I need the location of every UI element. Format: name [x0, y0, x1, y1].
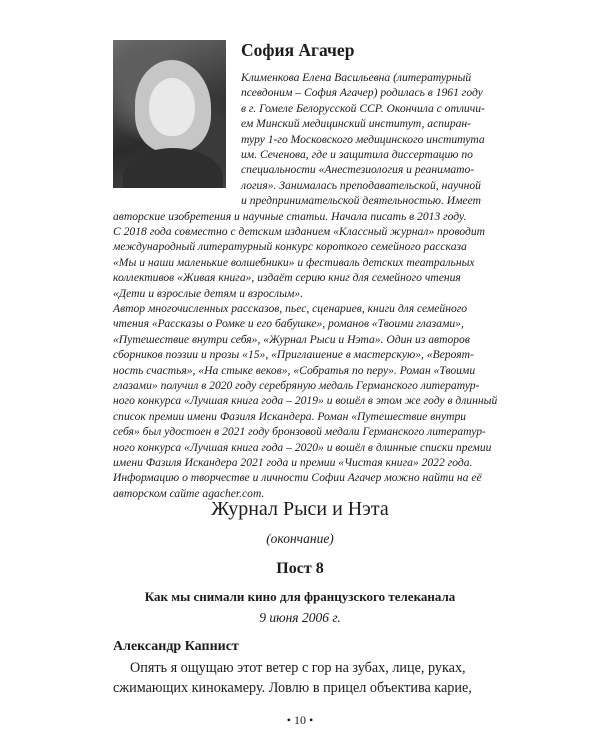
bio-line: международный литературный конкурс короткого семейного рассказа: [113, 240, 467, 254]
body-line: Опять я ощущаю этот ветер с гор на зубах, лице, руках,: [130, 660, 466, 676]
bio-line: «Дети и взрослые детям и взрослым».: [113, 286, 304, 300]
speaker-name: Александр Капнист: [113, 639, 239, 654]
author-photo: [113, 40, 226, 188]
bio-line: «Мы и наши маленькие волшебники» и фестиваль детских театральных: [113, 255, 475, 269]
bio-line: имени Фазиля Искандера 2021 года и премии «Чистая книга» 2022 года.: [113, 456, 473, 469]
author-name: София Агачер: [241, 40, 355, 60]
bio-line: ем Минский медицинский институт, аспиран-: [241, 117, 472, 131]
bio-line: и предпринимательской деятельностью. Имеет: [241, 194, 482, 208]
bio-line: Клименкова Елена Васильевна (литературный: [241, 71, 472, 84]
bio-line: специальности «Анестезиология и реанимато-: [241, 163, 475, 177]
photo-face: [149, 78, 195, 136]
bio-line: логия». Занималась преподавательской, научной: [241, 178, 481, 192]
photo-clothing: [123, 148, 223, 188]
post-number: Пост 8: [276, 560, 324, 577]
page-number: • 10 •: [286, 713, 314, 727]
bio-line: им. Сеченова, где и защитила диссертацию по: [241, 148, 473, 161]
bio-line: туру 1-го Московского медицинского института: [241, 132, 485, 146]
bio-line: глазами» получил в 2020 году серебряную медаль Германского литератур-: [113, 379, 480, 392]
bio-line: псевдоним – София Агачер) родилась в 1961 году: [241, 86, 483, 100]
bio-line: себя» был удостоен в 2021 году бронзовой медали Германского литератур-: [113, 425, 486, 439]
bio-line: сборников поэзии и прозы «15», «Приглашение в мастерскую», «Вероят-: [113, 348, 474, 362]
bio-line: чтения «Рассказы о Ромке и его бабушке», романов «Твоими глазами»,: [113, 317, 464, 331]
bio-line: «Путешествие внутри себя», «Журнал Рыси и Нэта». Один из авторов: [113, 332, 470, 346]
bio-line: ного конкурса «Лучшая книга года – 2019» и вошёл в этом же году в длинный: [113, 394, 498, 408]
body-line: сжимающих кинокамеру. Ловлю в прицел объектива карие,: [113, 680, 472, 696]
bio-line: ного конкурса «Лучшая книга года – 2020» и вошёл в длинные списки премии: [113, 440, 492, 454]
bio-line: Автор многочисленных рассказов, пьес, сценариев, книги для семейного: [113, 302, 468, 315]
bio-line: в г. Гомеле Белорусской ССР. Окончила с отличи-: [241, 101, 485, 115]
bio-line: ность счастья», «На стыке веков», «Собратья по перу». Роман «Твоими: [113, 363, 476, 377]
bio-line: Информацию о творчестве и личности Софии Агачер можно найти на её: [113, 471, 482, 485]
article-title: Журнал Рыси и Нэта: [211, 498, 389, 520]
bio-line: авторские изобретения и научные статьи. Начала писать в 2013 году.: [113, 209, 467, 223]
bio-line: коллективов «Живая книга», издаёт серию книг для семейного чтения: [113, 271, 461, 285]
post-date: 9 июня 2006 г.: [259, 610, 341, 625]
bio-line: С 2018 года совместно с детским изданием «Классный журнал» проводит: [113, 225, 486, 238]
bio-line: список премии имени Фазиля Искандера. Роман «Путешествие внутри: [113, 409, 467, 423]
article-subtitle: (окончание): [266, 531, 334, 546]
bio-line: авторском сайте agacher.com.: [113, 486, 265, 500]
post-title: Как мы снимали кино для французского телеканала: [144, 589, 456, 604]
